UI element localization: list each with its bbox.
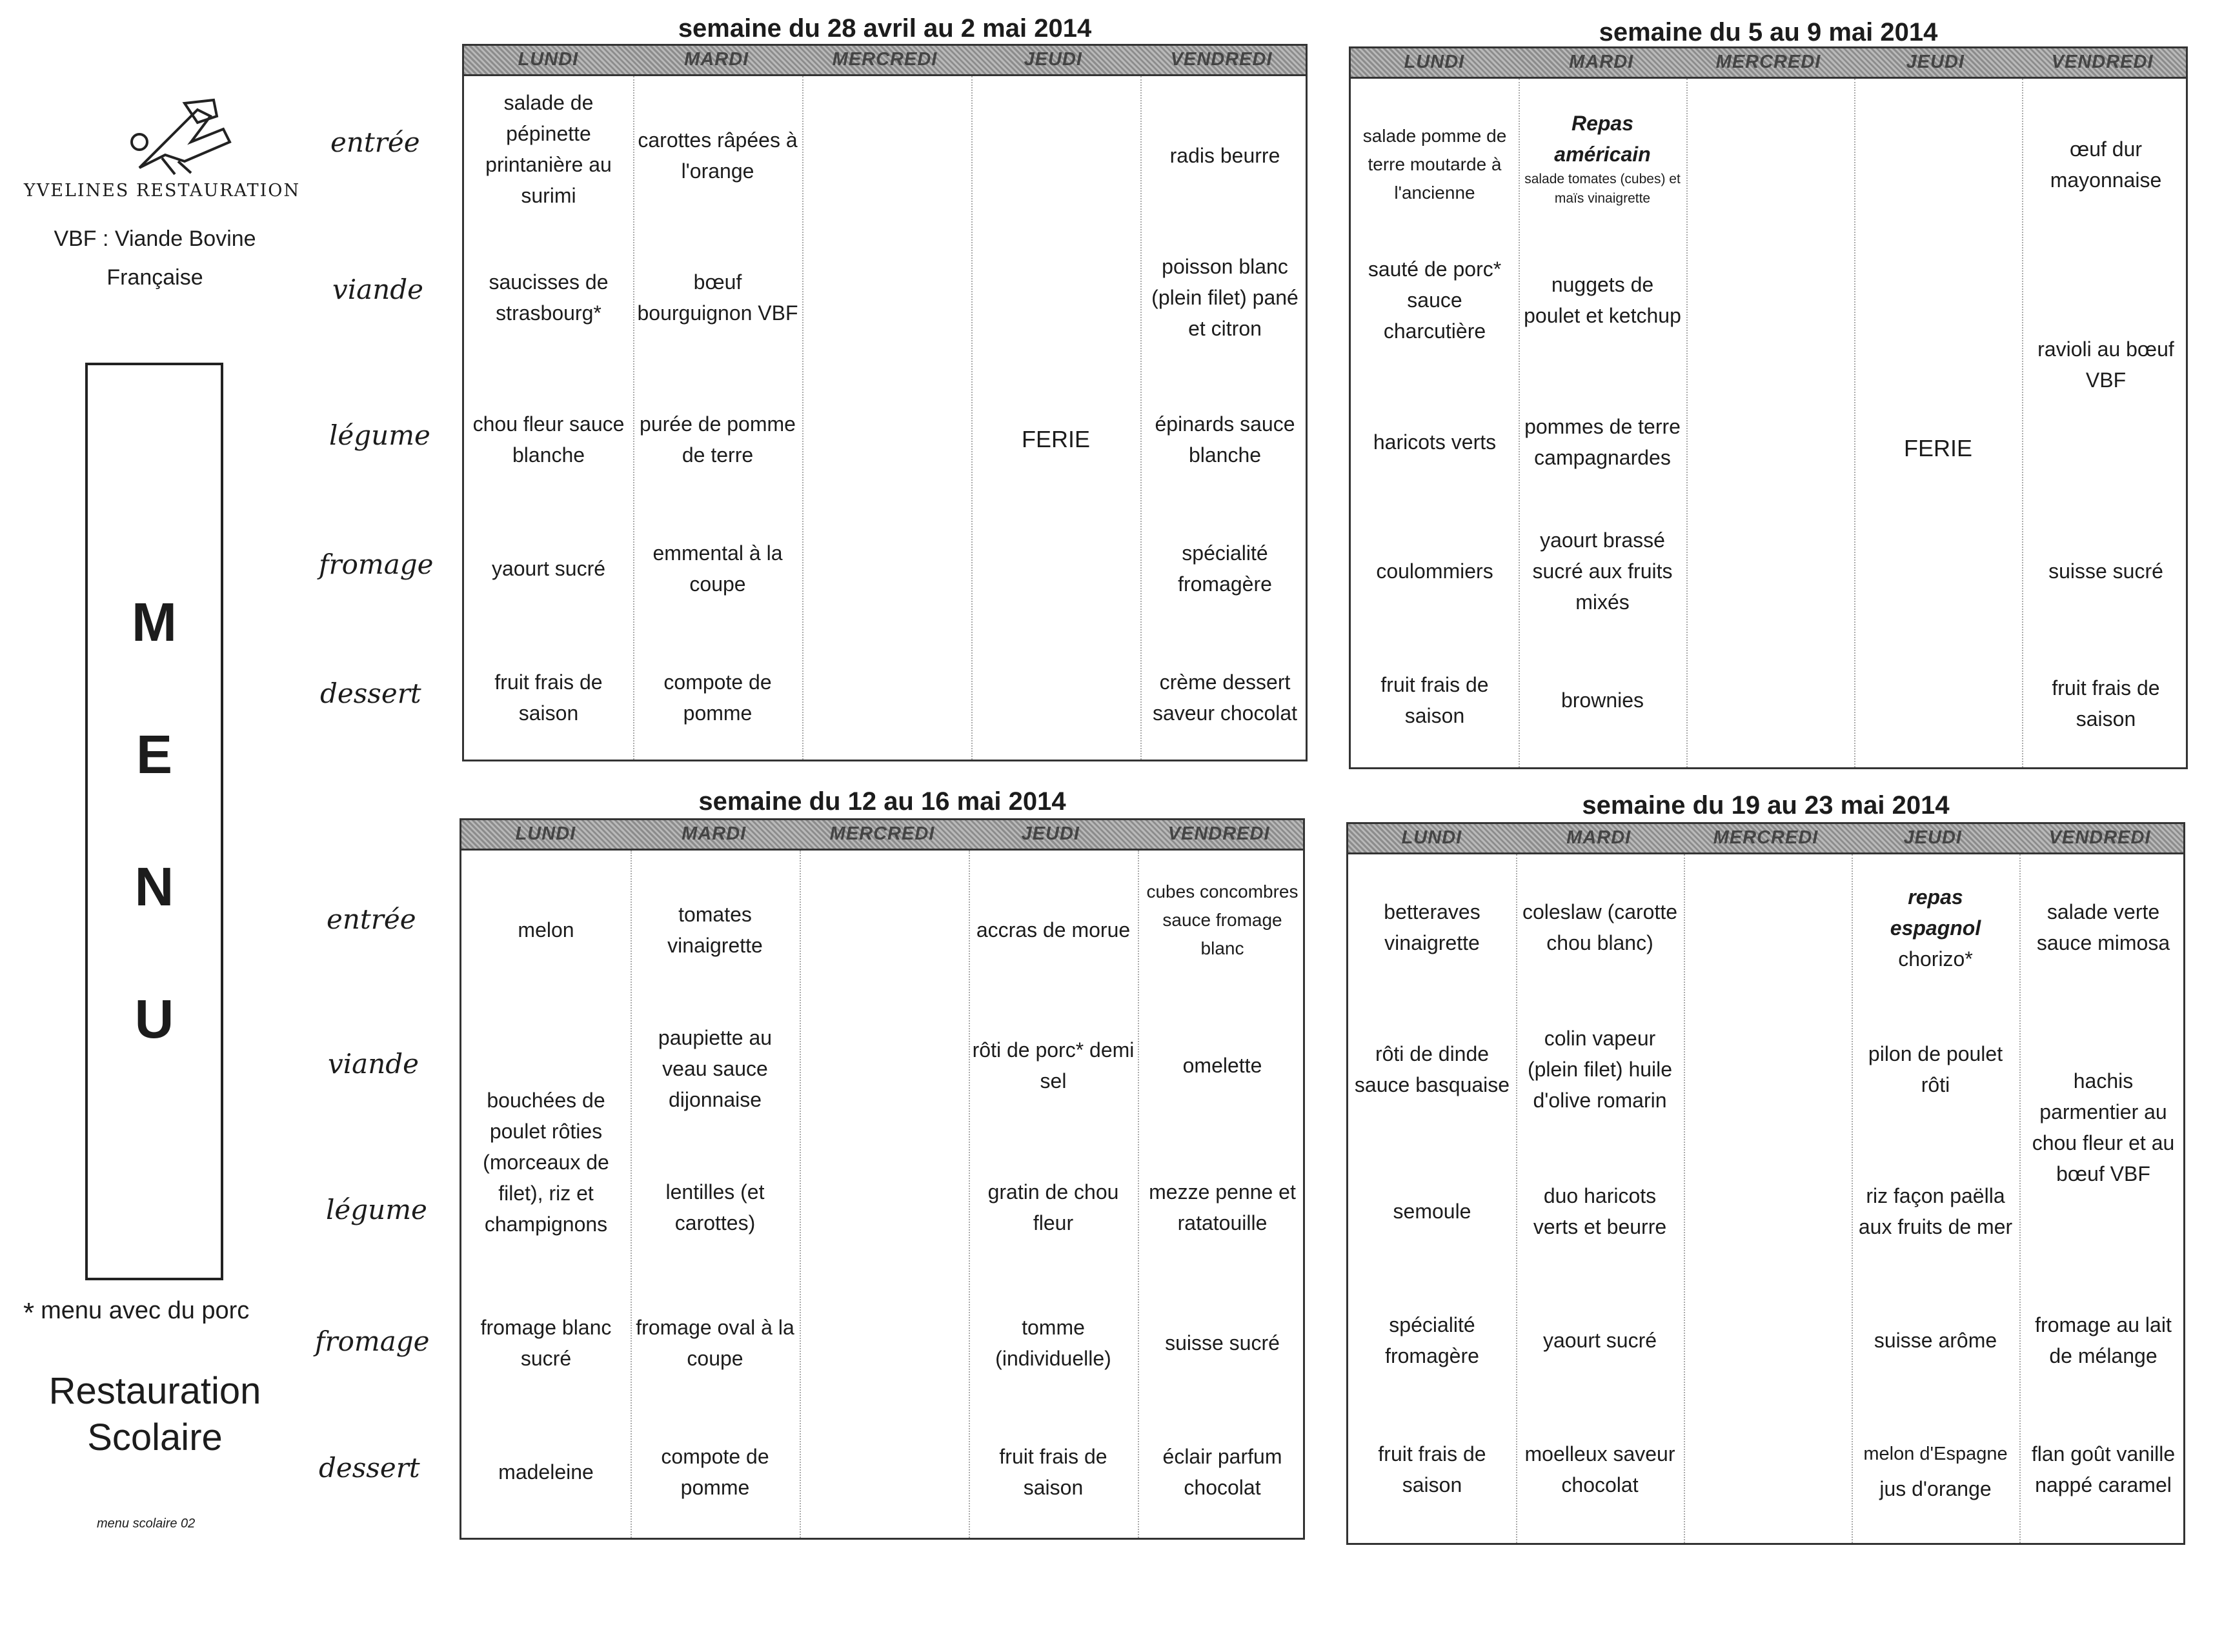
meal-cell: chou fleur sauce blanche [472,412,625,467]
meal-cell: bœuf bourguignon VBF [637,270,798,325]
day-header: MERCREDI [829,823,935,844]
holiday-label: FERIE [1903,435,1972,461]
week-grid-3 [460,818,1305,1540]
holiday-label: FERIE [1021,426,1090,452]
meal-cell: yaourt sucré [491,557,606,580]
meal-cell: madeleine [498,1460,594,1484]
meal-cell: accras de morue [976,918,1131,942]
logo [23,97,301,206]
meal-cell: poisson blanc (plein filet) pané et citron [1151,255,1298,340]
pork-note-text: menu avec du porc [41,1297,250,1324]
day-header: MERCREDI [1715,52,1821,72]
day-header: JEUDI [1903,827,1962,848]
meal-cell: haricots verts [1373,430,1497,454]
row-label-dessert: dessert [319,1452,420,1484]
meal-cell: fromage blanc sucré [480,1316,612,1370]
meal-cell: gratin de chou fleur [987,1180,1119,1234]
meal-cell: melon d'Espagne [1863,1444,2008,1464]
special-meal-title: américain [1554,143,1651,166]
day-header: LUNDI [518,49,579,70]
meal-cell: radis beurre [1169,144,1280,167]
meal-cell: paupiette au veau sauce dijonnaise [658,1026,773,1111]
meal-cell: jus d'orange [1879,1477,1992,1500]
row-label-legume: légume [329,419,430,451]
meal-cell: coleslaw (carotte chou blanc) [1522,900,1678,954]
day-header: LUNDI [515,823,576,844]
meal-cell: épinards sauce blanche [1155,412,1295,467]
restauration-line: Restauration [48,1370,261,1412]
day-header: JEUDI [1024,49,1082,70]
day-header: JEUDI [1021,823,1080,844]
vbf-note-line: Française [106,265,203,290]
meal-cell: bouchées de poulet rôties (morceaux de filet), riz et champignons [483,1089,609,1236]
meal-cell: nuggets de poulet et ketchup [1524,273,1681,327]
day-header: MERCREDI [832,49,938,70]
day-header-row [1351,48,2186,79]
meal-cell: salade verte sauce mimosa [2036,900,2170,954]
meal-cell-pair [1852,1405,2019,1534]
meal-cell: chorizo* [1898,947,1973,971]
meal-cell: fromage au lait de mélange [2035,1313,2172,1367]
meal-cell: tomme (individuelle) [995,1316,1111,1370]
special-meal-title: espagnol [1890,916,1981,940]
meal-cell: salade de pépinette printanière au surimi [485,91,612,207]
menu-letter: M [132,592,177,652]
row-label-viande: viande [332,274,423,305]
day-header-row [1348,824,2183,854]
meal-cell: emmental à la coupe [652,541,783,596]
menu-letter: N [134,856,174,917]
row-label-entree: entrée [327,903,416,935]
meal-cell: suisse sucré [1165,1331,1280,1355]
meal-cell: rôti de porc* demi sel [972,1038,1135,1093]
meal-cell: brownies [1561,689,1644,712]
meal-cell: éclair parfum chocolat [1162,1445,1282,1499]
week-title: semaine du 28 avril au 2 mai 2014 [678,14,1092,43]
day-header: MERCREDI [1713,827,1819,848]
meal-cell: salade tomates (cubes) et maïs vinaigrette [1524,172,1681,206]
menu-box [85,363,223,1280]
restauration-scolaire [26,1368,284,1461]
meal-cell: flan goût vanille nappé caramel [2031,1442,2176,1496]
week-grid-2 [1349,46,2188,769]
meal-cell: sauté de porc* sauce charcutière [1368,257,1502,343]
meal-cell: crème dessert saveur chocolat [1152,670,1298,725]
meal-cell: pilon de poulet rôti [1868,1042,2003,1096]
meal-cell-special [1852,867,2019,989]
meal-cell: compote de pomme [663,670,772,725]
meal-cell: rôti de dinde sauce basquaise [1354,1042,1510,1096]
meal-cell: compote de pomme [661,1445,769,1499]
vbf-note-line: VBF : Viande Bovine [54,227,256,251]
pork-note [23,1297,249,1329]
meal-cell: colin vapeur (plein filet) huile d'olive romarin [1527,1027,1673,1112]
meal-cell: spécialité fromagère [1178,541,1272,596]
meal-cell: fruit frais de saison [2052,676,2160,730]
day-header-row [461,820,1303,851]
meal-cell: fruit frais de saison [494,670,603,725]
meal-cell: coulommiers [1376,559,1493,583]
chef-logo-icon [101,97,249,181]
meal-cell: pommes de terre campagnardes [1524,415,1681,469]
meal-cell: melon [518,918,574,942]
vbf-note [26,219,284,297]
meal-cell: yaourt brassé sucré aux fruits mixés [1532,529,1673,614]
footer-code: menu scolaire 02 [97,1516,196,1531]
special-meal-title: repas [1908,885,1963,909]
day-header: LUNDI [1401,827,1462,848]
meal-cell: duo haricots verts et beurre [1533,1184,1667,1238]
menu-letter: E [136,724,173,785]
week-grid-4 [1346,822,2185,1545]
meal-cell: fromage oval à la coupe [636,1316,794,1370]
day-header: JEUDI [1906,52,1965,72]
meal-cell: suisse arôme [1874,1329,1997,1352]
row-label-fromage: fromage [315,1325,430,1357]
menu-letter: U [134,989,174,1049]
day-header: LUNDI [1404,52,1465,72]
day-header: VENDREDI [2051,52,2154,72]
week-grid-1 [462,44,1308,761]
meal-cell: riz façon paëlla aux fruits de mer [1858,1184,2013,1238]
special-meal-title: Repas [1571,112,1634,135]
week-title: semaine du 12 au 16 mai 2014 [698,787,1066,816]
meal-cell: lentilles (et carottes) [665,1180,765,1234]
meal-cell: purée de pomme de terre [640,412,796,467]
meal-cell: suisse sucré [2048,559,2163,583]
day-header: MARDI [682,823,747,844]
day-header: MARDI [684,49,749,70]
meal-cell: omelette [1182,1054,1262,1077]
pork-star: * [23,1297,35,1329]
day-header: VENDREDI [2048,827,2151,848]
week-title: semaine du 5 au 9 mai 2014 [1599,18,1938,46]
week-title: semaine du 19 au 23 mai 2014 [1582,791,1950,820]
row-label-viande: viande [328,1048,419,1080]
meal-cell: tomates vinaigrette [667,903,763,957]
meal-cell: fruit frais de saison [1380,673,1489,727]
meal-cell: fruit frais de saison [999,1445,1107,1499]
brand-name: YVELINES RESTAURATION [23,181,301,201]
meal-cell: yaourt sucré [1542,1329,1657,1352]
meal-cell-special [1519,94,1686,223]
meal-cell: ravioli au bœuf VBF [2037,337,2174,392]
day-header: MARDI [1569,52,1634,72]
day-header: MARDI [1566,827,1632,848]
restauration-line: Scolaire [87,1416,223,1458]
meal-cell: hachis parmentier au chou fleur et au bœuf VBF [2032,1069,2175,1185]
row-label-entree: entrée [330,126,420,158]
meal-cell: fruit frais de saison [1378,1442,1486,1496]
row-label-fromage: fromage [319,549,434,580]
meal-cell: œuf dur mayonnaise [2050,137,2162,192]
meal-cell: spécialité fromagère [1385,1313,1479,1367]
meal-cell: moelleux saveur chocolat [1524,1442,1675,1496]
day-header: VENDREDI [1167,823,1270,844]
day-header-row [464,46,1306,76]
meal-cell: mezze penne et ratatouille [1149,1180,1296,1234]
row-label-legume: légume [326,1194,427,1225]
meal-cell: salade pomme de terre moutarde à l'ancienne [1362,126,1507,203]
day-header: VENDREDI [1170,49,1273,70]
meal-cell: saucisses de strasbourg* [489,270,609,325]
meal-cell: betteraves vinaigrette [1384,900,1480,954]
meal-cell: semoule [1393,1200,1471,1223]
meal-cell: cubes concombres sauce fromage blanc [1146,881,1298,958]
meal-cell: carottes râpées à l'orange [638,128,798,183]
row-label-dessert: dessert [320,678,421,709]
